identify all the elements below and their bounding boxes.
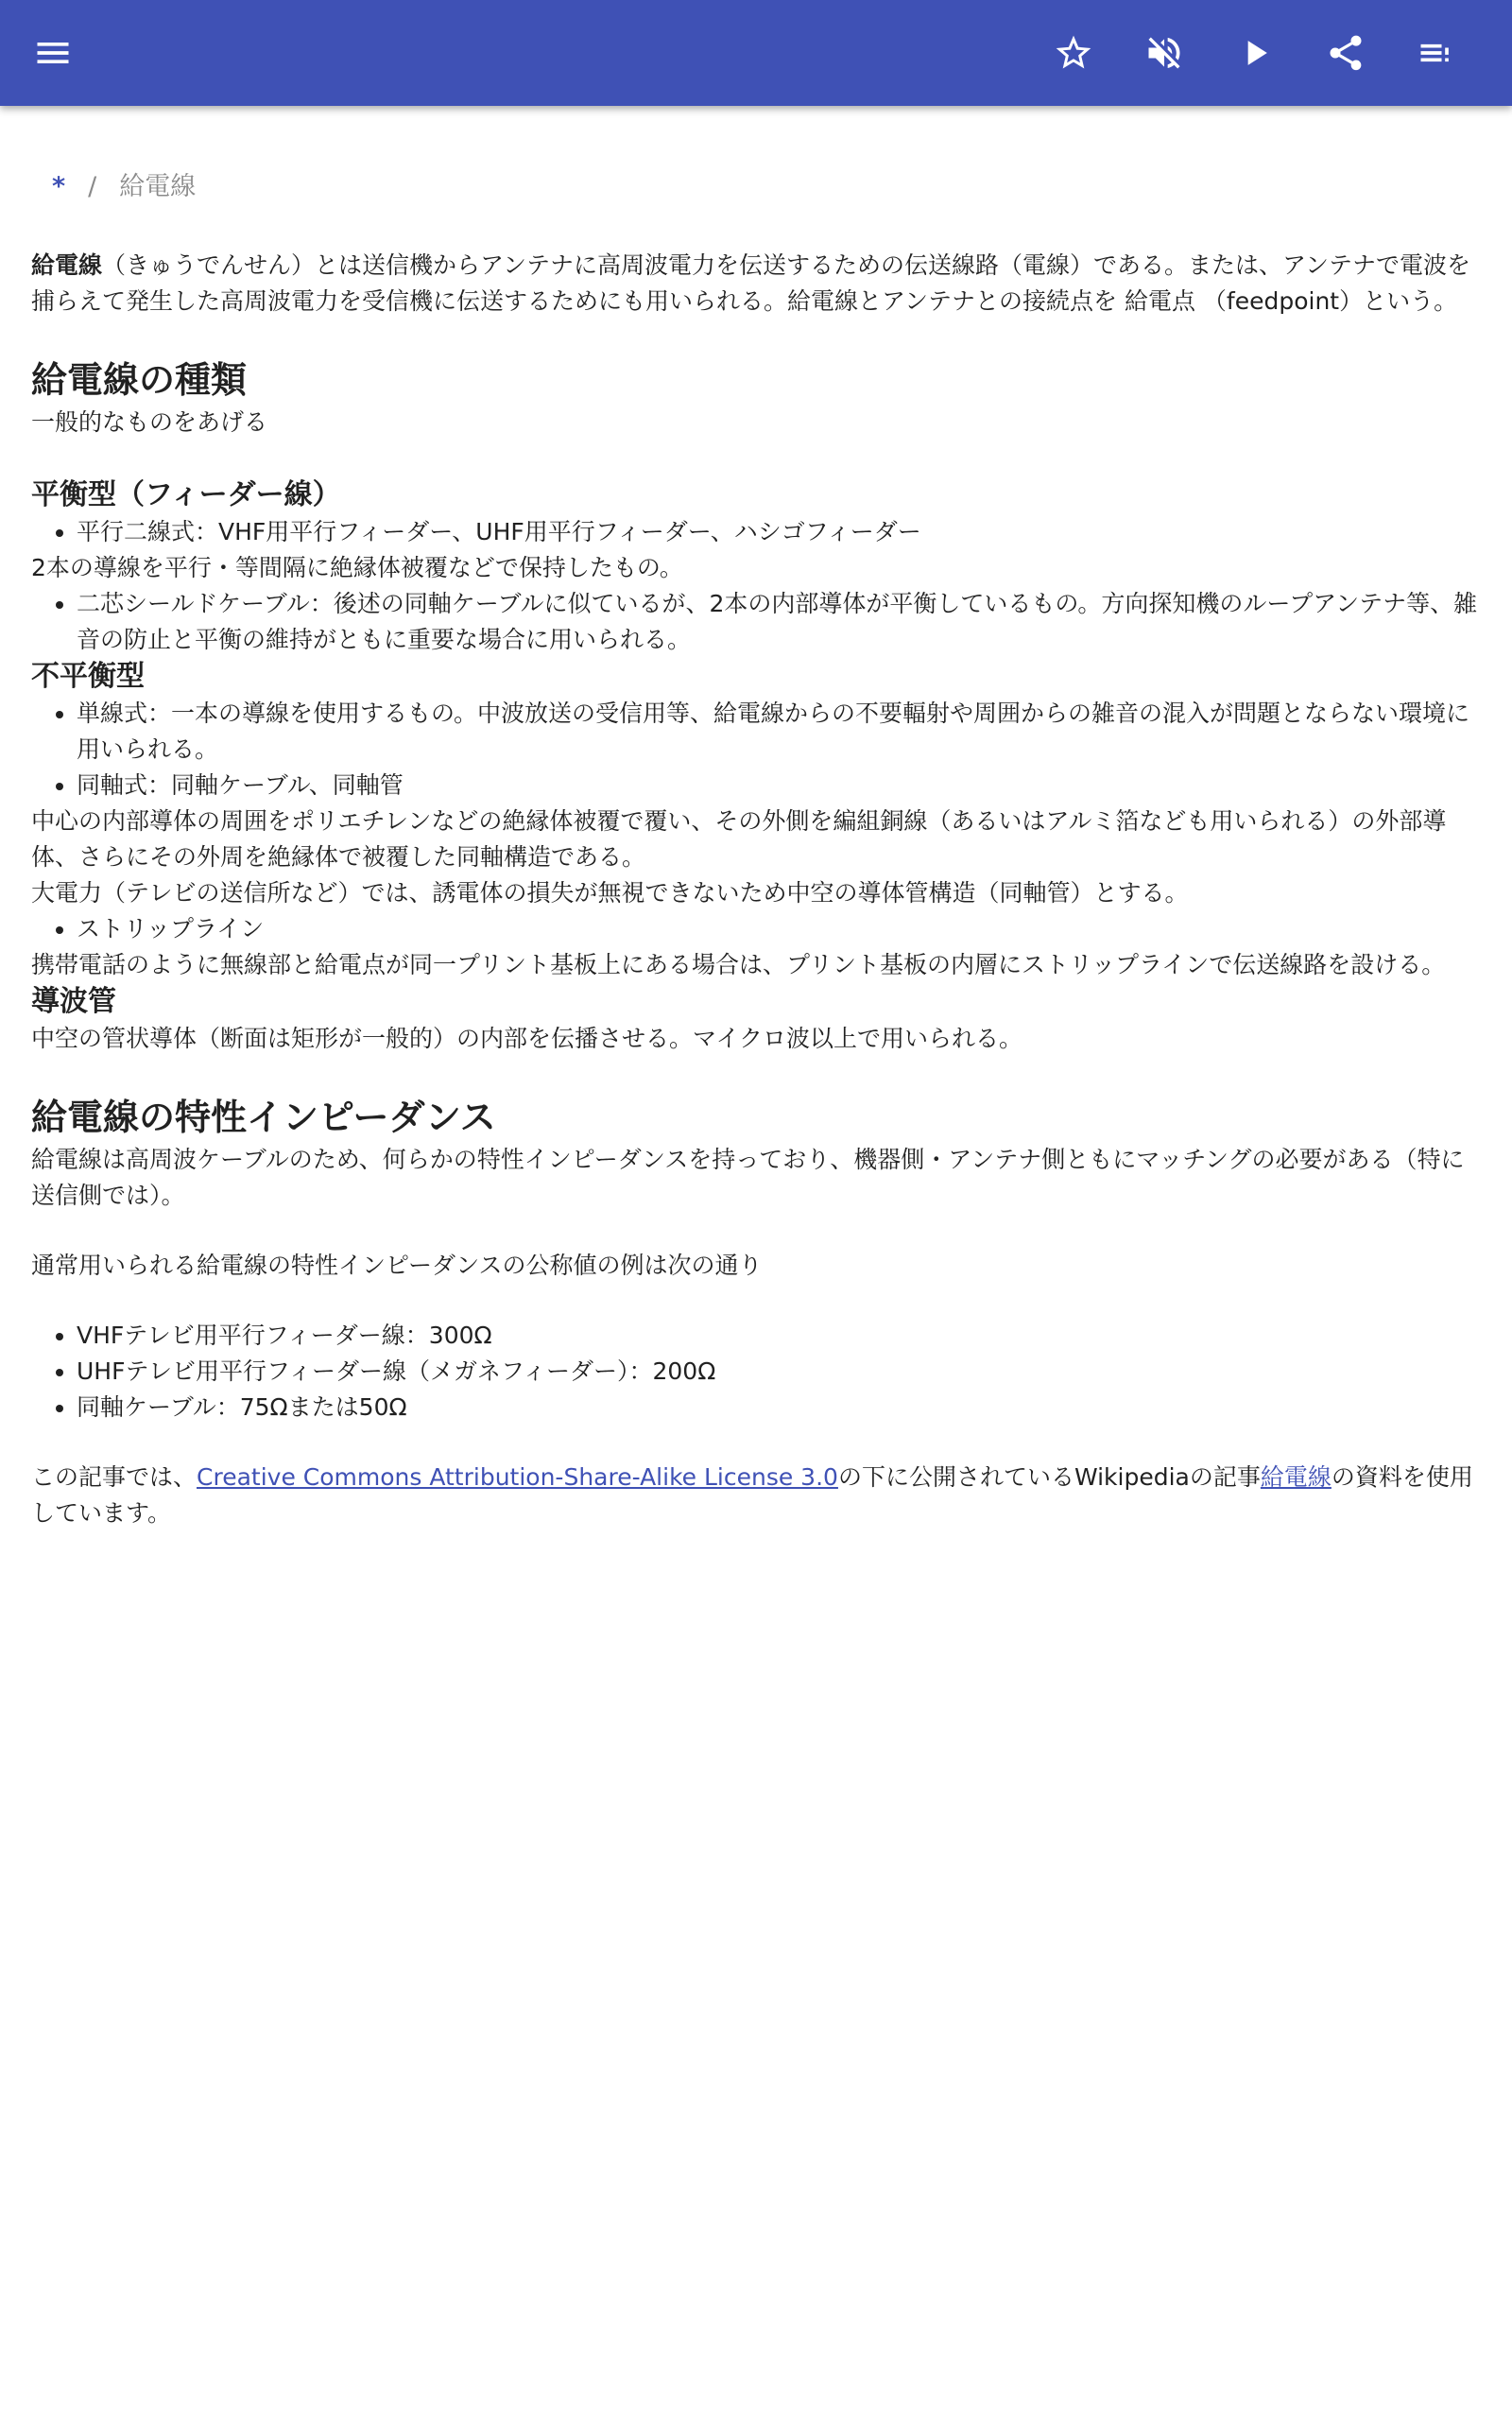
breadcrumb-home-link[interactable]: * <box>52 172 66 201</box>
balanced-list-2 <box>31 586 1481 658</box>
list-item: • 同軸ケーブル：75Ωまたは50Ω <box>77 1390 1481 1426</box>
list-item: • 同軸式：同軸ケーブル、同軸管 <box>77 768 1481 804</box>
intro-paragraph <box>31 248 1481 320</box>
play-icon[interactable] <box>1228 26 1281 79</box>
volume-off-icon[interactable] <box>1138 26 1191 79</box>
breadcrumb-current: 給電線 <box>119 172 197 201</box>
list-item: • 二芯シールドケーブル：後述の同軸ケーブルに似ているが、2本の内部導体が平衡しているもの。方向探知機のループアンテナ等、雑音の防止と平衡の維持がともに重要な場合に用いられる。 <box>77 586 1481 658</box>
license-notice <box>31 1460 1481 1531</box>
impedance-paragraph-2: 通常用いられる給電線の特性インピーダンスの公称値の例は次の通り <box>31 1252 763 1279</box>
playlist-icon[interactable] <box>1410 26 1463 79</box>
license-suffix: の資料を使用しています。 <box>31 1463 1473 1527</box>
intro-text: （きゅうでんせん）とは送信機からアンテナに高周波電力を伝送するための伝送線路（電線）である。または、アンテナで電波を捕らえて発生した高周波電力を受信機に伝送するためにも用いられる。給電線とアンテナとの接続点を 給電点 （feedpoint）という。 <box>31 251 1471 315</box>
list-item: • VHFテレビ用平行フィーダー線：300Ω <box>77 1318 1481 1354</box>
article-content <box>31 161 1481 1531</box>
unbalanced-item2-desc2: 大電力（テレビの送信所など）では、誘電体の損失が無視できないため中空の導体管構造（同軸管）とする。 <box>31 879 1189 907</box>
breadcrumb <box>52 161 1481 214</box>
share-icon[interactable] <box>1319 26 1372 79</box>
license-prefix: この記事では、 <box>31 1463 198 1491</box>
unbalanced-list-2 <box>31 911 1481 947</box>
intro-bold-term: 給電線 <box>31 251 103 279</box>
impedance-list <box>31 1318 1481 1426</box>
license-middle: の下に公開されているWikipediaの記事 <box>837 1463 1261 1491</box>
section-heading-impedance: 給電線の特性インピーダンス <box>31 1097 496 1138</box>
star-outline-icon[interactable] <box>1047 26 1100 79</box>
unbalanced-list-1 <box>31 696 1481 804</box>
list-item: • 平行二線式：VHF用平行フィーダー、UHF用平行フィーダー、ハシゴフィーダー <box>77 514 1481 550</box>
subheading-balanced: 平衡型（フィーダー線） <box>31 478 341 511</box>
impedance-paragraph-1: 給電線は高周波ケーブルのため、何らかの特性インピーダンスを持っており、機器側・アンテナ側ともにマッチングの必要がある（特に送信側では）。 <box>31 1146 1465 1209</box>
subheading-unbalanced: 不平衡型 <box>31 660 145 693</box>
breadcrumb-separator: / <box>88 172 97 201</box>
balanced-list-1 <box>31 514 1481 550</box>
list-item: • 単線式：一本の導線を使用するもの。中波放送の受信用等、給電線からの不要輻射や周囲からの雑音の混入が問題とならない環境に用いられる。 <box>77 696 1481 768</box>
balanced-item1-desc: 2本の導線を平行・等間隔に絶縁体被覆などで保持したもの。 <box>31 554 683 581</box>
subheading-waveguide: 導波管 <box>31 985 116 1018</box>
unbalanced-item3-desc: 携帯電話のように無線部と給電点が同一プリント基板上にある場合は、プリント基板の内層にストリップラインで伝送線路を設ける。 <box>31 951 1446 978</box>
section-heading-types: 給電線の種類 <box>31 359 248 401</box>
unbalanced-item2-desc1: 中心の内部導体の周囲をポリエチレンなどの絶縁体被覆で覆い、その外側を編組銅線（あるいはアルミ箔なども用いられる）の外部導体、さらにその外周を絶縁体で被覆した同軸構造である。 <box>31 807 1447 871</box>
menu-icon[interactable] <box>26 26 79 79</box>
waveguide-desc: 中空の管状導体（断面は矩形が一般的）の内部を伝播させる。マイクロ波以上で用いられる。 <box>31 1025 1023 1052</box>
app-bar <box>0 0 1512 106</box>
wikipedia-article-link[interactable]: 給電線 <box>1260 1463 1332 1491</box>
license-link[interactable]: Creative Commons Attribution-Share-Alike License 3.0 <box>197 1463 838 1491</box>
section-types-lead: 一般的なものをあげる <box>31 408 268 436</box>
list-item: • UHFテレビ用平行フィーダー線（メガネフィーダー）：200Ω <box>77 1354 1481 1390</box>
list-item: • ストリップライン <box>77 911 1481 947</box>
